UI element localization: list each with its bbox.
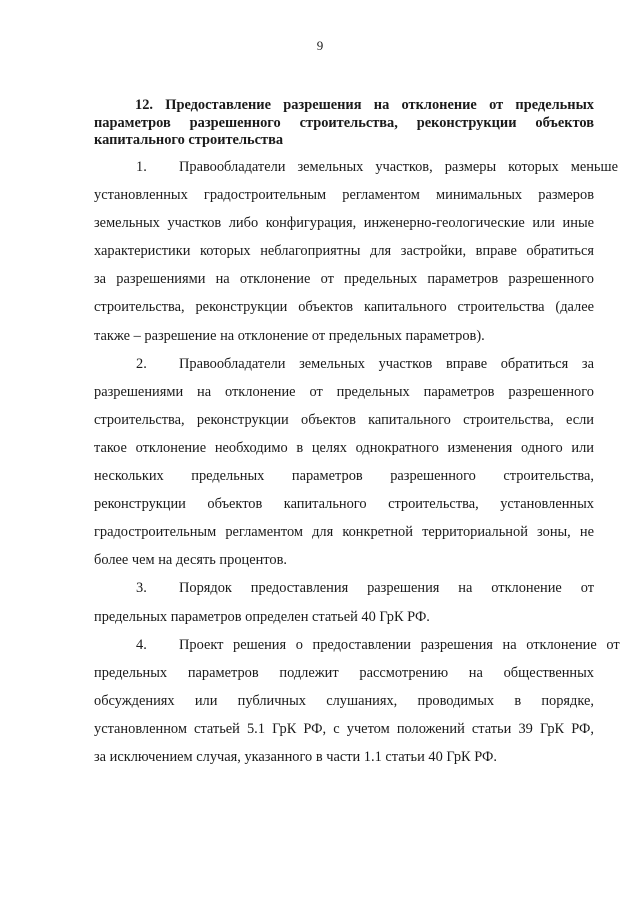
paragraph-4 — [94, 631, 620, 771]
paragraph-number: 1. — [136, 159, 147, 175]
paragraph-line: земельных участков либо конфигурация, инженерно-геологические или иные — [94, 215, 594, 232]
paragraph-number: 4. — [136, 636, 147, 653]
page-number: 9 — [316, 38, 324, 53]
paragraph-line: строительства, реконструкции объектов капитального строительства, если — [94, 411, 594, 428]
paragraph-line: обсуждениях или публичных слушаниях, проводимых в порядке, — [94, 692, 594, 709]
paragraph-number: 2. — [136, 355, 147, 372]
paragraph-line: установленном статьей 5.1 ГрК РФ, с учетом положений статьи 39 ГрК РФ, — [94, 720, 594, 737]
paragraph-line: нескольких предельных параметров разрешенного строительства, — [94, 468, 594, 485]
paragraph-line: реконструкции объектов капитального строительства, установленных — [94, 496, 594, 513]
paragraph-2 — [94, 350, 594, 575]
paragraph-line: 1. Правообладатели земельных участков, размеры которых меньше — [94, 153, 594, 181]
paragraph-3 — [94, 574, 594, 630]
paragraph-line: характеристики которых неблагоприятны для застройки, вправе обратиться — [94, 243, 594, 260]
paragraph-line: градостроительным регламентом для конкретной территориальной зоны, не — [94, 524, 594, 541]
paragraph-line: также – разрешение на отклонение от предельных параметров). — [94, 327, 485, 344]
paragraph-line: разрешениями на отклонение от предельных параметров разрешенного — [94, 383, 594, 400]
paragraph-line: предельных параметров определен статьей 40 ГрК РФ. — [94, 608, 430, 625]
paragraph-line: установленных градостроительным регламентом минимальных размеров — [94, 187, 594, 204]
paragraph-line: 2. Правообладатели земельных участков вправе обратиться за — [94, 350, 594, 378]
paragraph-1 — [94, 153, 618, 350]
paragraph-number: 3. — [136, 580, 147, 597]
paragraph-line: более чем на десять процентов. — [94, 552, 287, 569]
paragraph-line: 4. Проект решения о предоставлении разрешения на отклонение от — [94, 631, 594, 659]
paragraph-line: предельных параметров подлежит рассмотрению на общественных — [94, 664, 594, 681]
section-title-line: 12. Предоставление разрешения на отклонение от предельных — [135, 97, 594, 113]
paragraph-line: 3. Порядок предоставления разрешения на отклонение от — [94, 574, 594, 602]
paragraph-line: за исключением случая, указанного в части 1.1 статьи 40 ГрК РФ. — [94, 748, 497, 765]
document-body — [94, 153, 620, 771]
paragraph-line: строительства, реконструкции объектов капитального строительства (далее — [94, 299, 594, 316]
paragraph-line: за разрешениями на отклонение от предельных параметров разрешенного — [94, 271, 594, 288]
section-title-line: капитального строительства — [94, 132, 284, 148]
section-title-line: параметров разрешенного строительства, реконструкции объектов — [94, 114, 594, 131]
section-title — [94, 97, 594, 150]
paragraph-line: такое отклонение необходимо в целях однократного изменения одного или — [94, 439, 594, 456]
